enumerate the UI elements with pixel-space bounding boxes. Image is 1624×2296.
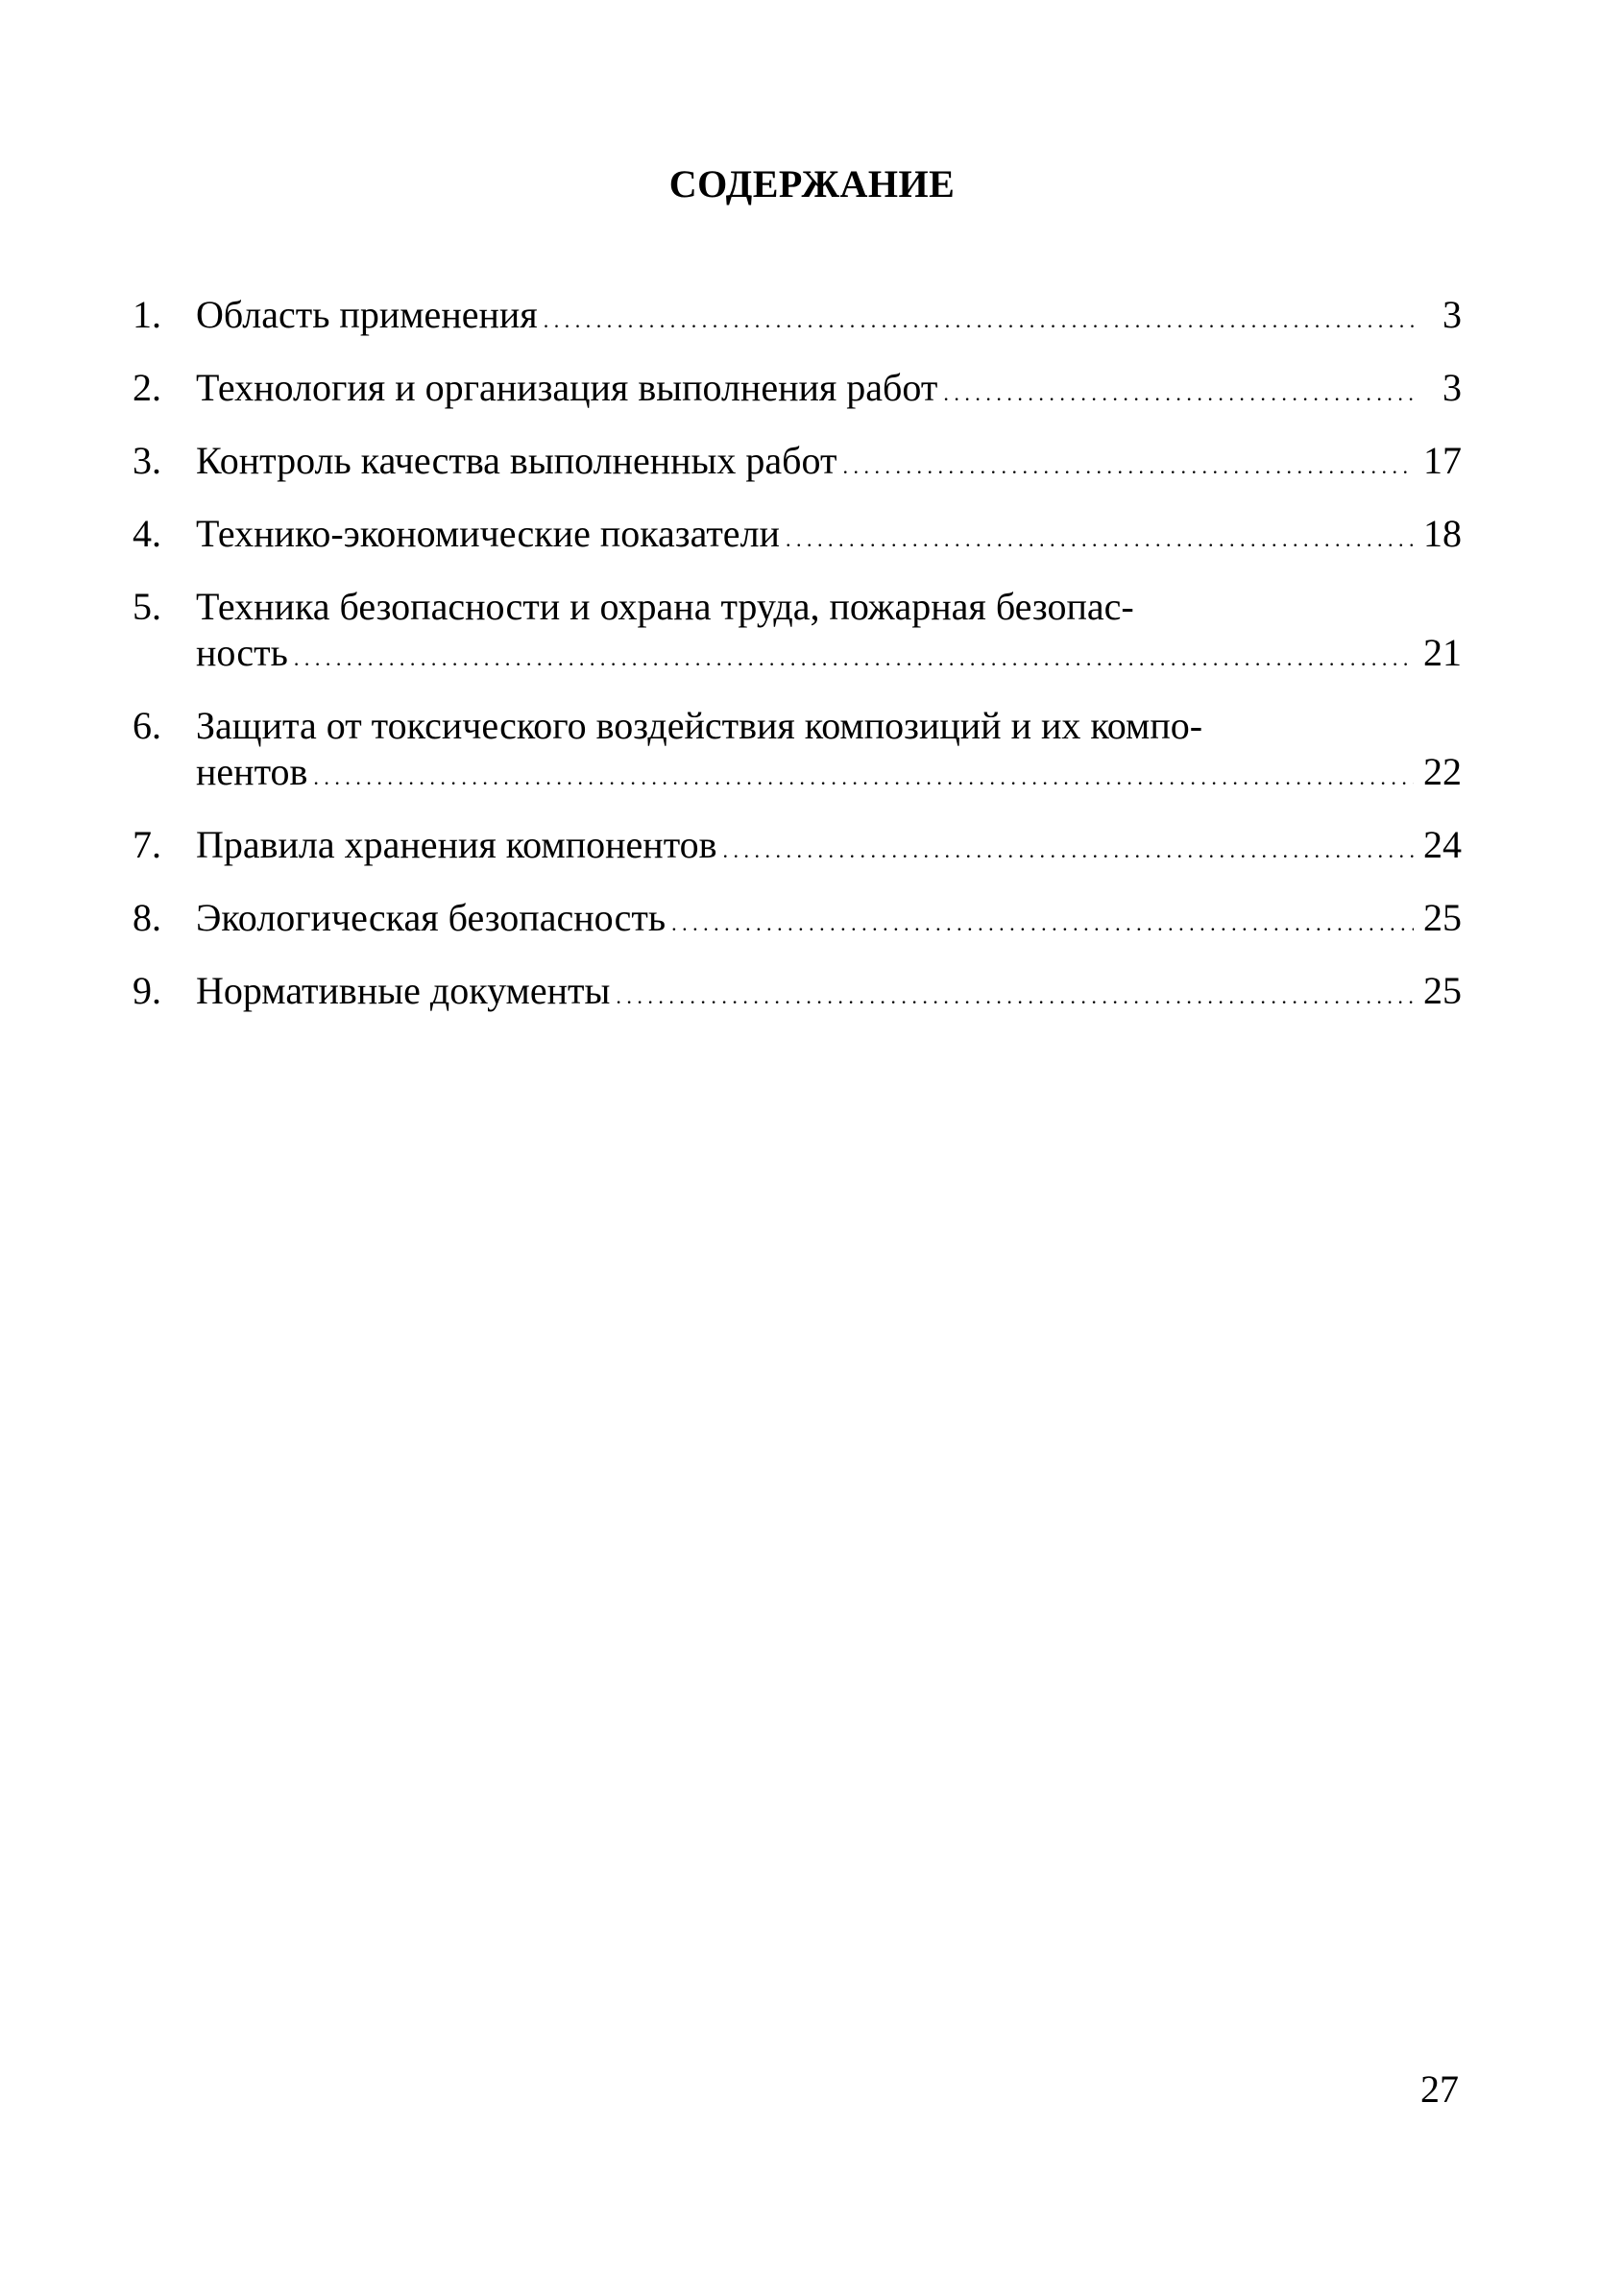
toc-entry-9 — [133, 968, 1462, 1020]
dot-leader — [616, 968, 1414, 1020]
toc-entry-number: 6. — [133, 704, 161, 747]
toc-entry-7 — [133, 822, 1462, 874]
toc-entry-page: 18 — [1423, 512, 1462, 555]
dot-leader — [786, 511, 1414, 563]
toc-entry-title: Технико-экономические показатели — [196, 512, 780, 555]
toc-entry-1 — [133, 292, 1462, 344]
toc-entry-title: Контроль качества выполненных работ — [196, 439, 837, 482]
toc-entry-8 — [133, 895, 1462, 947]
table-of-contents — [133, 292, 1462, 1020]
toc-entry-title: Экологическая безопасность — [196, 896, 667, 939]
toc-entry-page: 17 — [1423, 439, 1462, 482]
toc-entry-title-first-line: Защита от токсического воздействия композиций и их компо- — [196, 704, 1203, 747]
dot-leader — [723, 822, 1414, 874]
toc-entry-page: 3 — [1442, 366, 1462, 409]
toc-entry-3 — [133, 438, 1462, 490]
toc-entry-page: 22 — [1423, 750, 1462, 793]
toc-entry-number: 5. — [133, 585, 161, 628]
toc-entry-title: Нормативные документы — [196, 969, 611, 1012]
dot-leader — [544, 292, 1414, 344]
toc-entry-number: 1. — [133, 293, 161, 336]
toc-entry-5 — [133, 584, 1462, 682]
toc-entry-6 — [133, 703, 1462, 801]
dot-leader — [313, 749, 1414, 801]
dot-leader — [842, 438, 1414, 490]
toc-entry-title-first-line: Техника безопасности и охрана труда, пожарная безопас- — [196, 585, 1134, 628]
dot-leader — [294, 630, 1414, 682]
dot-leader — [671, 895, 1414, 947]
toc-entry-2 — [133, 365, 1462, 417]
toc-entry-number: 3. — [133, 439, 161, 482]
toc-entry-title: нентов — [196, 750, 308, 793]
toc-entry-page: 24 — [1423, 823, 1462, 866]
toc-entry-number: 4. — [133, 512, 161, 555]
toc-entry-title: Область применения — [196, 293, 538, 336]
toc-entry-number: 8. — [133, 896, 161, 939]
toc-entry-page: 25 — [1423, 896, 1462, 939]
toc-entry-title: ность — [196, 631, 288, 674]
toc-entry-number: 9. — [133, 969, 161, 1012]
toc-entry-title: Технология и организация выполнения работ — [196, 366, 938, 409]
page-title: СОДЕРЖАНИЕ — [668, 162, 956, 205]
toc-entry-number: 2. — [133, 366, 161, 409]
toc-entry-page: 3 — [1442, 293, 1462, 336]
toc-entry-title: Правила хранения компонентов — [196, 823, 717, 866]
toc-entry-number: 7. — [133, 823, 161, 866]
dot-leader — [943, 365, 1414, 417]
toc-entry-4 — [133, 511, 1462, 563]
page-number: 27 — [1420, 2067, 1459, 2111]
toc-entry-page: 21 — [1423, 631, 1462, 674]
toc-entry-page: 25 — [1423, 969, 1462, 1012]
